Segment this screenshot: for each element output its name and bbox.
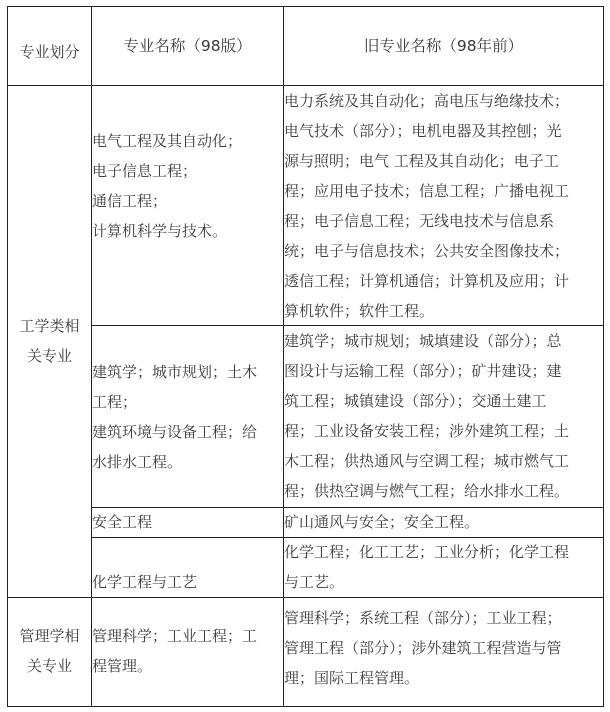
old-major-cell (284, 326, 603, 506)
text-line: 电力系统及其自动化；高电压与绝缘技术； (284, 92, 570, 110)
text-line: 计算机科学与技术。 (92, 222, 228, 240)
text-line: 透信工程；计算机通信；计算机及应用；计 (284, 272, 570, 290)
header-new-major: 专业名称（98版） (123, 37, 252, 55)
new-major-cell (92, 621, 283, 681)
text-line: 理；国际工程管理。 (284, 669, 420, 687)
old-major-cell (284, 507, 603, 537)
text-line: 源与照明；电气 工程及其自动化；电子工 (284, 152, 559, 170)
text-line: 安全工程 (92, 513, 153, 531)
text-line: 统；电子与信息技术；公共安全图像技术； (284, 242, 570, 260)
text-line: 与工艺。 (284, 573, 345, 591)
header-old-major: 旧专业名称（98年前） (363, 37, 524, 55)
category-line: 关专业 (26, 347, 72, 365)
text-line: 筑工程；城镇建设（部分）；交通土建工 (284, 392, 547, 410)
border-right (603, 6, 604, 707)
text-line: 图设计与运输工程（部分）；矿井建设；建 (284, 362, 562, 380)
text-line: 电气技术（部分）；电机电器及其控刨；光 (284, 122, 562, 140)
category-line: 工学类相 (19, 317, 80, 335)
text-line: 矿山通风与安全；安全工程。 (284, 513, 480, 531)
border-top (7, 6, 604, 7)
text-line: 程；应用电子技术；信息工程；广播电视工 (284, 182, 570, 200)
text-line: 程管理。 (92, 657, 153, 675)
text-line: 通信工程； (92, 192, 168, 210)
text-line: 电气工程及其自动化； (92, 132, 243, 150)
text-line: 管理科学；工业工程；工 (92, 627, 258, 645)
border-group (7, 597, 604, 598)
text-line: 程；工业设备安装工程；涉外建筑工程；土 (284, 422, 570, 440)
text-line: 算机软件；软件工程。 (284, 302, 435, 320)
text-line: 工程； (92, 393, 138, 411)
text-line: 建筑环境与设备工程；给 (92, 423, 258, 441)
text-line: 建筑学；城市规划；土木 (92, 363, 258, 381)
category-line: 管理学相 (19, 627, 80, 645)
text-line: 程；电子信息工程；无线电技术与信息系 (284, 212, 555, 230)
old-major-cell (284, 537, 603, 597)
text-line: 管理工程（部分）；涉外建筑工程营造与管 (284, 639, 562, 657)
new-major-cell (92, 507, 283, 537)
text-line: 建筑学；城市规划；城填建设（部分）；总 (284, 332, 562, 350)
category-engineering (8, 311, 91, 371)
border-bottom (7, 706, 604, 707)
old-major-cell (284, 603, 603, 693)
text-line: 电子信息工程； (92, 162, 198, 180)
text-line: 化学工程；化工工艺；工业分析；化学工程 (284, 543, 570, 561)
new-major-cell (92, 126, 283, 246)
header-category: 专业划分 (19, 43, 80, 61)
category-line: 关专业 (26, 657, 72, 675)
text-line: 化学工程与工艺 (92, 573, 198, 591)
new-major-cell (92, 357, 283, 477)
text-line: 水排水工程。 (92, 453, 183, 471)
old-major-cell (284, 86, 603, 326)
text-line: 管理科学；系统工程（部分）；工业工程； (284, 609, 562, 627)
text-line: 木工程；供热通风与空调工程；城市燃气工 (284, 452, 570, 470)
category-management (8, 621, 91, 681)
new-major-cell (92, 567, 283, 597)
text-line: 程；供热空调与燃气工程；给水排水工程。 (284, 482, 570, 500)
